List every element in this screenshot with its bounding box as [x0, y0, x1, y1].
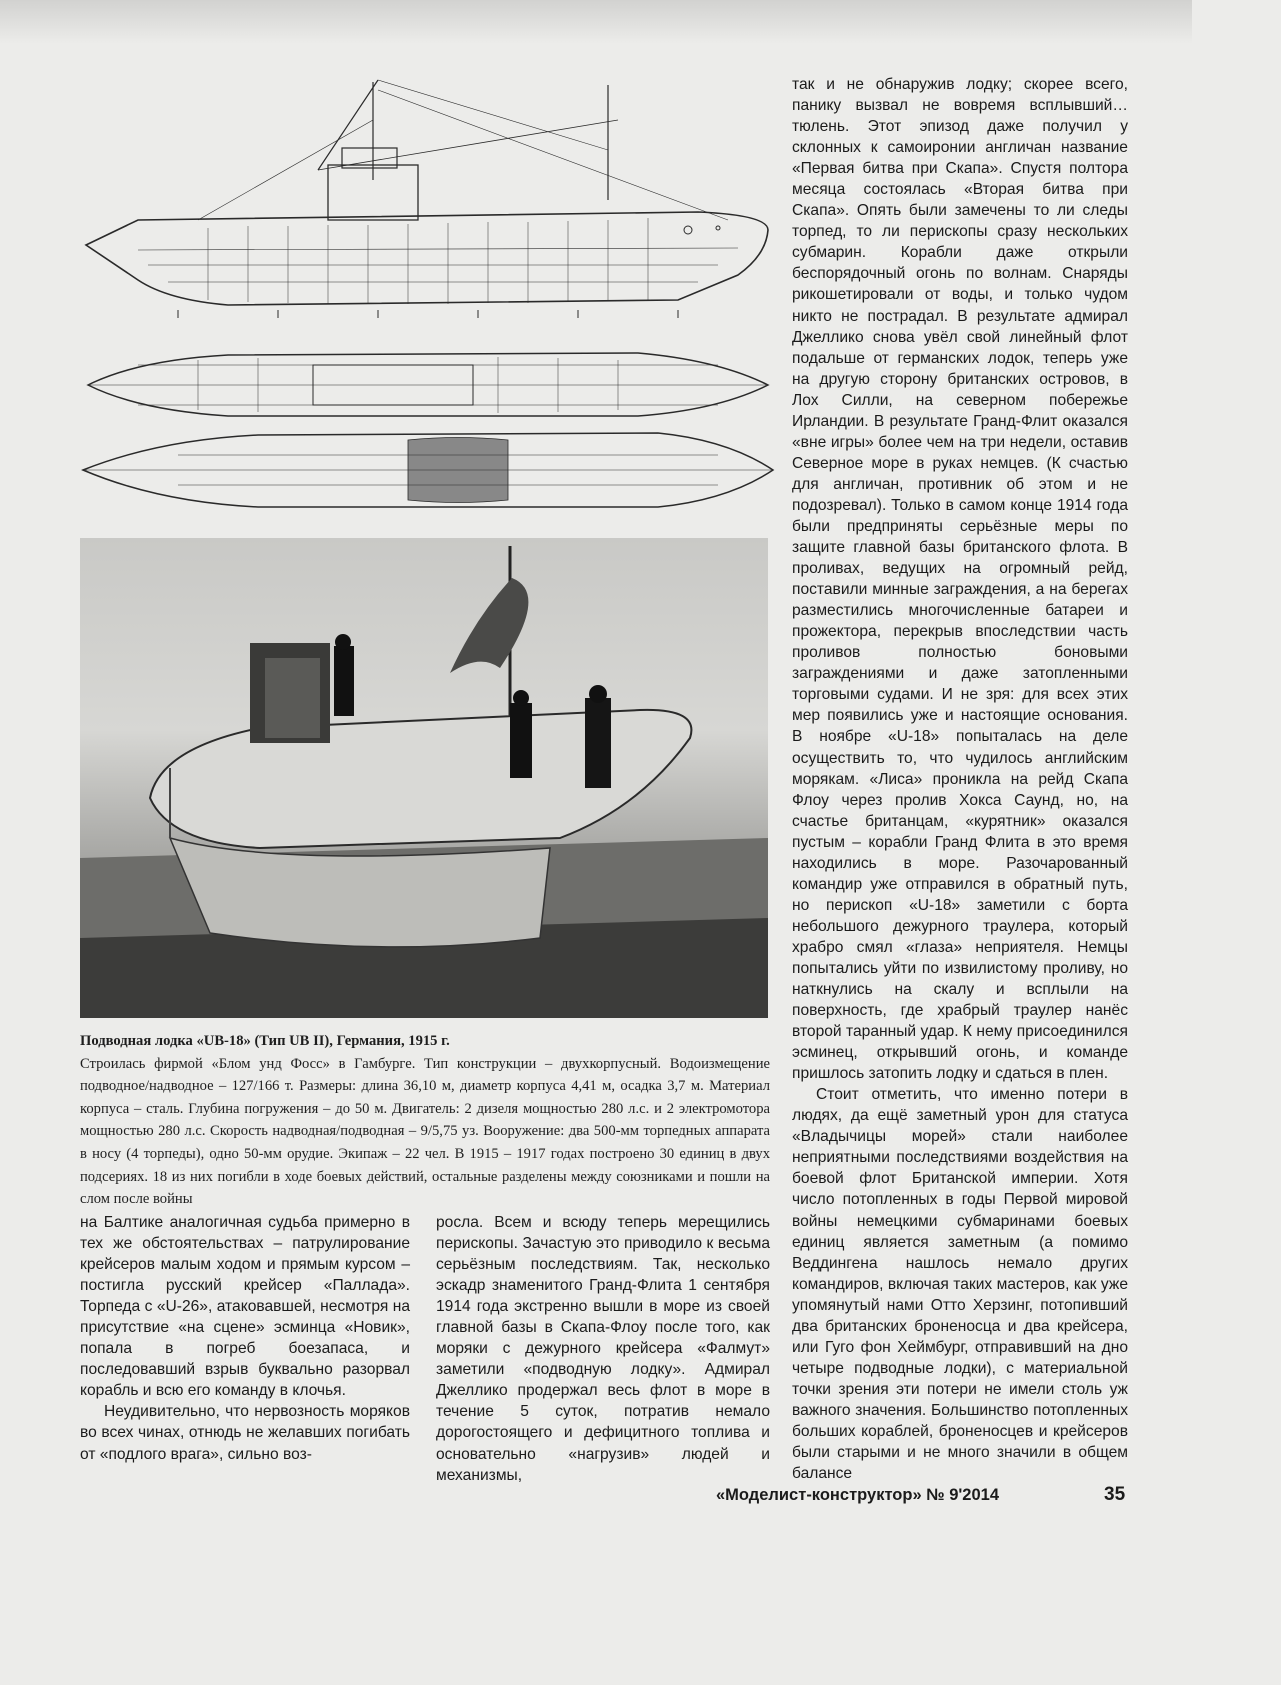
caption-title: Подводная лодка «UB-18» (Тип UB II), Германия, 1915 г. — [80, 1033, 450, 1049]
left-paragraph-1: на Балтике аналогичная судьба примерно в тех же обстоятельствах – патрулирование крейсеров малым ходом и прямым курсом – постигла русский крейсер «Паллада». Торпеда с «U-26», атаковавшей, несмотря на присутствие «на сцене» эсминца «Новик», попала в погреб боезапаса, и последовавший взрыв буквально разорвал корабль и всю его команду в клочья. — [80, 1214, 410, 1400]
magazine-footer: «Моделист-конструктор» № 9'2014 — [716, 1486, 1000, 1504]
submarine-photograph — [80, 538, 768, 1018]
middle-text-column — [436, 1212, 770, 1486]
scan-top-edge — [0, 0, 1192, 44]
caption-text: Строилась фирмой «Блом унд Фосс» в Гамбурге. Тип конструкции – двухкорпусный. Водоизмещение подводное/надводное – 127/166 т. Размеры: длина 36,10 м, диаметр корпуса 4,41 м, осадка 3,7 м. Материал корпуса – сталь. Глубина погружения – до 50 м. Двигатель: 2 дизеля мощностью 280 л.с. и 2 электромотора мощностью 280 л.с. Скорость надводная/подводная – 9/5,75 уз. Вооружение: два 500-мм торпедных аппарата в носу (4 торпеды), одно 50-мм орудие. Экипаж – 22 чел. В 1915 – 1917 годах построено 30 единиц в двух подсериях. 18 из них погибли в ходе боевых действий, остальные разделены между союзниками и пошли на слом после войны — [80, 1055, 770, 1208]
right-paragraph-1: так и не обнаружив лодку; скорее всего, панику вызвал не вовремя всплывший… тюлень. Этот эпизод даже получил у склонных к самоиронии англичан название «Первая битва при Скапа». Спустя полтора месяца состоялась «Вторая битва при Скапа». Опять были замечены то ли следы торпед, то ли перископы сразу нескольких субмарин. Корабли даже открыли беспорядочный огонь по волнам. Снаряды рикошетировали от воды, и только чудом никто не пострадал. В результате адмирал Джеллико снова увёл свой линейный флот подальше от германских лодок, теперь уже на другую сторону британских островов, в Лох Силли, на северном побережье Ирландии. В результате Гранд-Флит оказался «вне игры» более чем на три недели, оставив Северное море в руках немцев. (К счастью для англичан, противник об этом и не подозревал). Только в самом конце 1914 года были предприняты серьёзные меры по защите главной базы британского флота. В проливах, ведущих на огромный рейд, поставили минные заграждения, а на берегах разместились многочисленные батареи и прожектора, перекрыв впоследствии часть проливов полностью боновыми заграждениями и даже затопленными торговыми судами. И не зря: для всех этих мер появились уже и настоящие основания. В ноябре «U-18» попыталась на деле осуществить то, что чудилось английским морякам. «Лиса» проникла на рейд Скапа Флоу через пролив Хокса Саунд, но, на счастье британцам, «курятник» оказался пустым – корабли Гранд Флита в это время находились в море. Разочарованный командир уже отправился в обратный путь, но перископ «U-18» заметили с борта небольшого дежурного траулера, который храбро смял «глаза» неприятеля. Немцы попытались уйти по извилистому проливу, но наткнулись на скалу и всплыли на поверхность, где храбрый траулер нанёс второй таранный удар. К нему присоединился эсминец, открывший огонь, и команде пришлось затопить лодку и сдаться в плен. — [792, 76, 1128, 1083]
top-view-drawing — [88, 353, 768, 416]
left-text-column — [80, 1212, 410, 1465]
right-paragraph-2: Стоит отметить, что именно потери в людях, да ещё заметный урон для статуса «Владычицы морей» стали наиболее неприятными последствиями воздействия на боевой флот Британской империи. Хотя число потопленных в годы Первой мировой войны немецкими субмаринами боевых единиц является заметным (а помимо Веддингена нашлось немало других командиров, включая таких мастеров, как уже упомянутый нами Отто Херзинг, потопивший два британских броненосца и два крейсера, или Гуго фон Хеймбург, отправивший на дно четыре подводные лодки), с материальной точки зрения эти потери не имели столь уж важного значения. Большинство потопленных больших кораблей, броненосцев и крейсеров были старыми и не много значили в общем балансе — [792, 1086, 1128, 1483]
middle-paragraph-1: росла. Всем и всюду теперь мерещились перископы. Зачастую это приводило к весьма серьёзным последствиям. Так, несколько эскадр знаменитого Гранд-Флита 1 сентября 1914 года экстренно вышли в море из своей главной базы в Скапа-Флоу после того, как моряки с дежурного крейсера «Фалмут» заметили «подводную лодку». Адмирал Джеллико продержал весь флот в море в течение 5 суток, потратив немало дорогостоящего и дефицитного топлива и основательно «нагрузив» людей и механизмы, — [436, 1214, 770, 1484]
left-paragraph-2: Неудивительно, что нервозность моряков во всех чинах, отнюдь не желавших погибать от «подлого врага», сильно воз- — [80, 1403, 410, 1463]
right-text-column — [792, 74, 1128, 1484]
plan-view-drawing — [83, 433, 773, 507]
side-view-drawing — [86, 80, 768, 318]
page-number: 35 — [1104, 1484, 1126, 1505]
figure-caption — [80, 1030, 770, 1211]
submarine-technical-drawings — [78, 60, 778, 520]
